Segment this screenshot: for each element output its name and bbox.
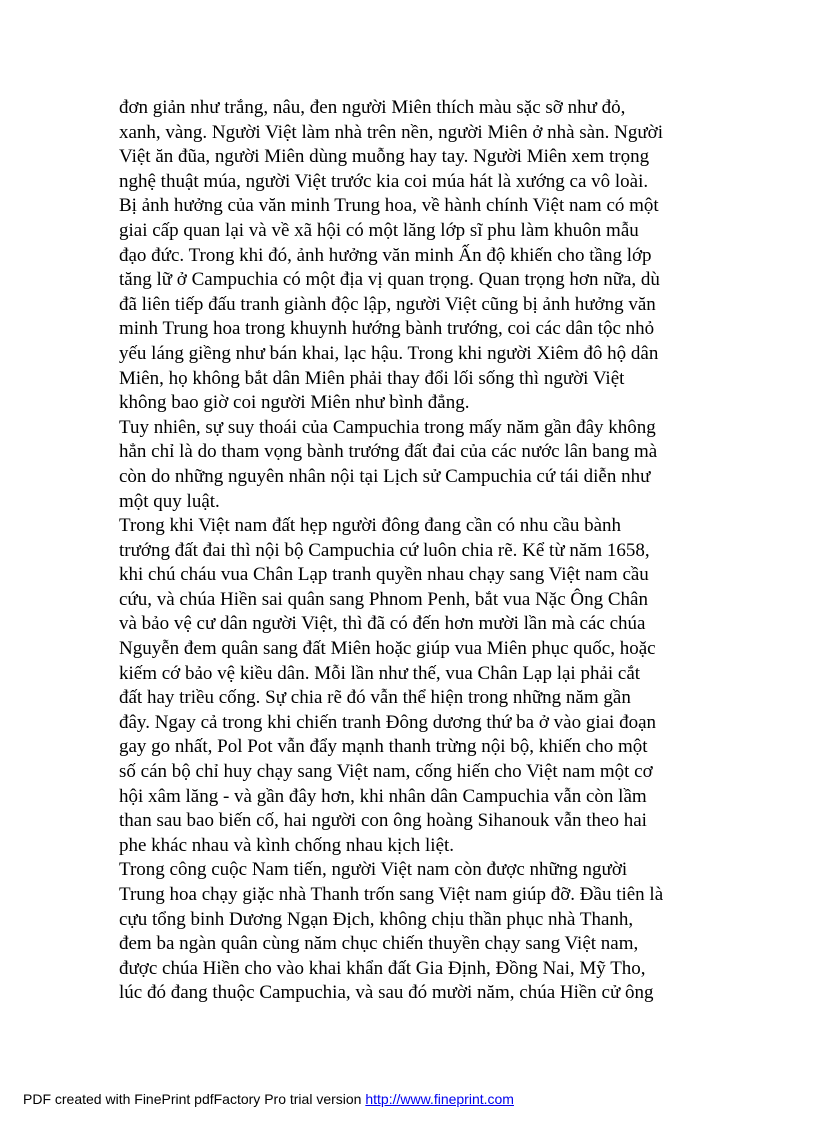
text-line: tăng lữ ở Campuchia có một địa vị quan trọng. Quan trọng hơn nữa, dù (119, 269, 660, 291)
text-line: đem ba ngàn quân cùng năm chục chiến thuyền chạy sang Việt nam, (119, 933, 639, 955)
text-line: đã liên tiếp đấu tranh giành độc lập, người Việt cũng bị ảnh hưởng văn (119, 293, 656, 315)
text-line: khi chú cháu vua Chân Lạp tranh quyền nhau chạy sang Việt nam cầu (119, 564, 649, 586)
text-line: Trung hoa chạy giặc nhà Thanh trốn sang Việt nam giúp đỡ. Đầu tiên là (119, 884, 664, 905)
text-line: số cán bộ chỉ huy chạy sang Việt nam, cống hiến cho Việt nam một cơ (119, 761, 653, 783)
text-line: đơn giản như trắng, nâu, đen người Miên thích màu sặc sỡ như đỏ, (119, 97, 626, 118)
pdf-footer (23, 1091, 514, 1107)
text-line: đất hay triều cống. Sự chia rẽ đó vẫn thể hiện trong những năm gần (119, 687, 631, 709)
text-line: Trong khi Việt nam đất hẹp người đông đang cần có nhu cầu bành (119, 515, 622, 537)
text-line: nghệ thuật múa, người Việt trước kia coi múa hát là xướng ca vô loài. (119, 170, 649, 192)
text-line: yếu láng giềng như bán khai, lạc hậu. Trong khi người Xiêm đô hộ dân (119, 342, 659, 364)
footer-text: PDF created with FinePrint pdfFactory Pro trial version (23, 1091, 366, 1107)
text-line: đạo đức. Trong khi đó, ảnh hưởng văn minh Ấn độ khiến cho tầng lớp (119, 244, 652, 266)
text-line: minh Trung hoa trong khuynh hướng bành trướng, coi các dân tộc nhỏ (119, 318, 655, 340)
fineprint-link[interactable]: http://www.fineprint.com (365, 1091, 514, 1107)
text-line: phe khác nhau và kình chống nhau kịch liệt. (119, 834, 455, 856)
text-line: Miên, họ không bắt dân Miên phải thay đổi lối sống thì người Việt (119, 367, 625, 389)
text-line: than sau bao biến cố, hai người con ông hoàng Sihanouk vẫn theo hai (119, 810, 647, 832)
text-line: hẳn chỉ là do tham vọng bành trướng đất đai của các nước lân bang mà (119, 441, 658, 463)
text-line: Trong công cuộc Nam tiến, người Việt nam còn được những người (119, 859, 628, 881)
text-line: xanh, vàng. Người Việt làm nhà trên nền, người Miên ở nhà sàn. Người (119, 121, 663, 143)
text-line: và bảo vệ cư dân người Việt, thì đã có đến hơn mười lần mà các chúa (119, 613, 646, 635)
text-line: trướng đất đai thì nội bộ Campuchia cứ luôn chia rẽ. Kể từ năm 1658, (119, 539, 650, 561)
text-line: kiếm cớ bảo vệ kiều dân. Mỗi lần như thế, vua Chân Lạp lại phải cắt (119, 662, 641, 684)
text-line: cựu tổng binh Dương Ngạn Địch, không chịu thần phục nhà Thanh, (119, 908, 634, 930)
text-line: cứu, và chúa Hiền sai quân sang Phnom Penh, bắt vua Nặc Ông Chân (119, 588, 648, 610)
text-line: hội xâm lăng - và gần đây hơn, khi nhân dân Campuchia vẫn còn lầm (119, 785, 647, 807)
text-line: còn do những nguyên nhân nội tại Lịch sử Campuchia cứ tái diễn như (119, 465, 651, 487)
text-line: không bao giờ coi người Miên như bình đẳng. (119, 392, 470, 414)
text-line: gay go nhất, Pol Pot vẫn đẩy mạnh thanh trừng nội bộ, khiến cho một (119, 736, 648, 758)
text-line: Bị ảnh hưởng của văn minh Trung hoa, về hành chính Việt nam có một (119, 195, 659, 217)
text-line: Tuy nhiên, sự suy thoái của Campuchia trong mấy năm gần đây không (119, 416, 656, 438)
text-line: giai cấp quan lại và về xã hội có một lăng lớp sĩ phu làm khuôn mẫu (119, 219, 639, 241)
text-line: được chúa Hiền cho vào khai khẩn đất Gia Định, Đồng Nai, Mỹ Tho, (119, 957, 646, 979)
text-line: một quy luật. (119, 490, 220, 512)
text-line: đây. Ngay cả trong khi chiến tranh Đông dương thứ ba ở vào giai đoạn (119, 711, 657, 733)
document-body (119, 96, 704, 1006)
text-line: Nguyễn đem quân sang đất Miên hoặc giúp vua Miên phục quốc, hoặc (119, 638, 656, 660)
text-line: Việt ăn đũa, người Miên dùng muỗng hay tay. Người Miên xem trọng (119, 146, 650, 168)
text-line: lúc đó đang thuộc Campuchia, và sau đó mười năm, chúa Hiền cử ông (119, 982, 654, 1004)
